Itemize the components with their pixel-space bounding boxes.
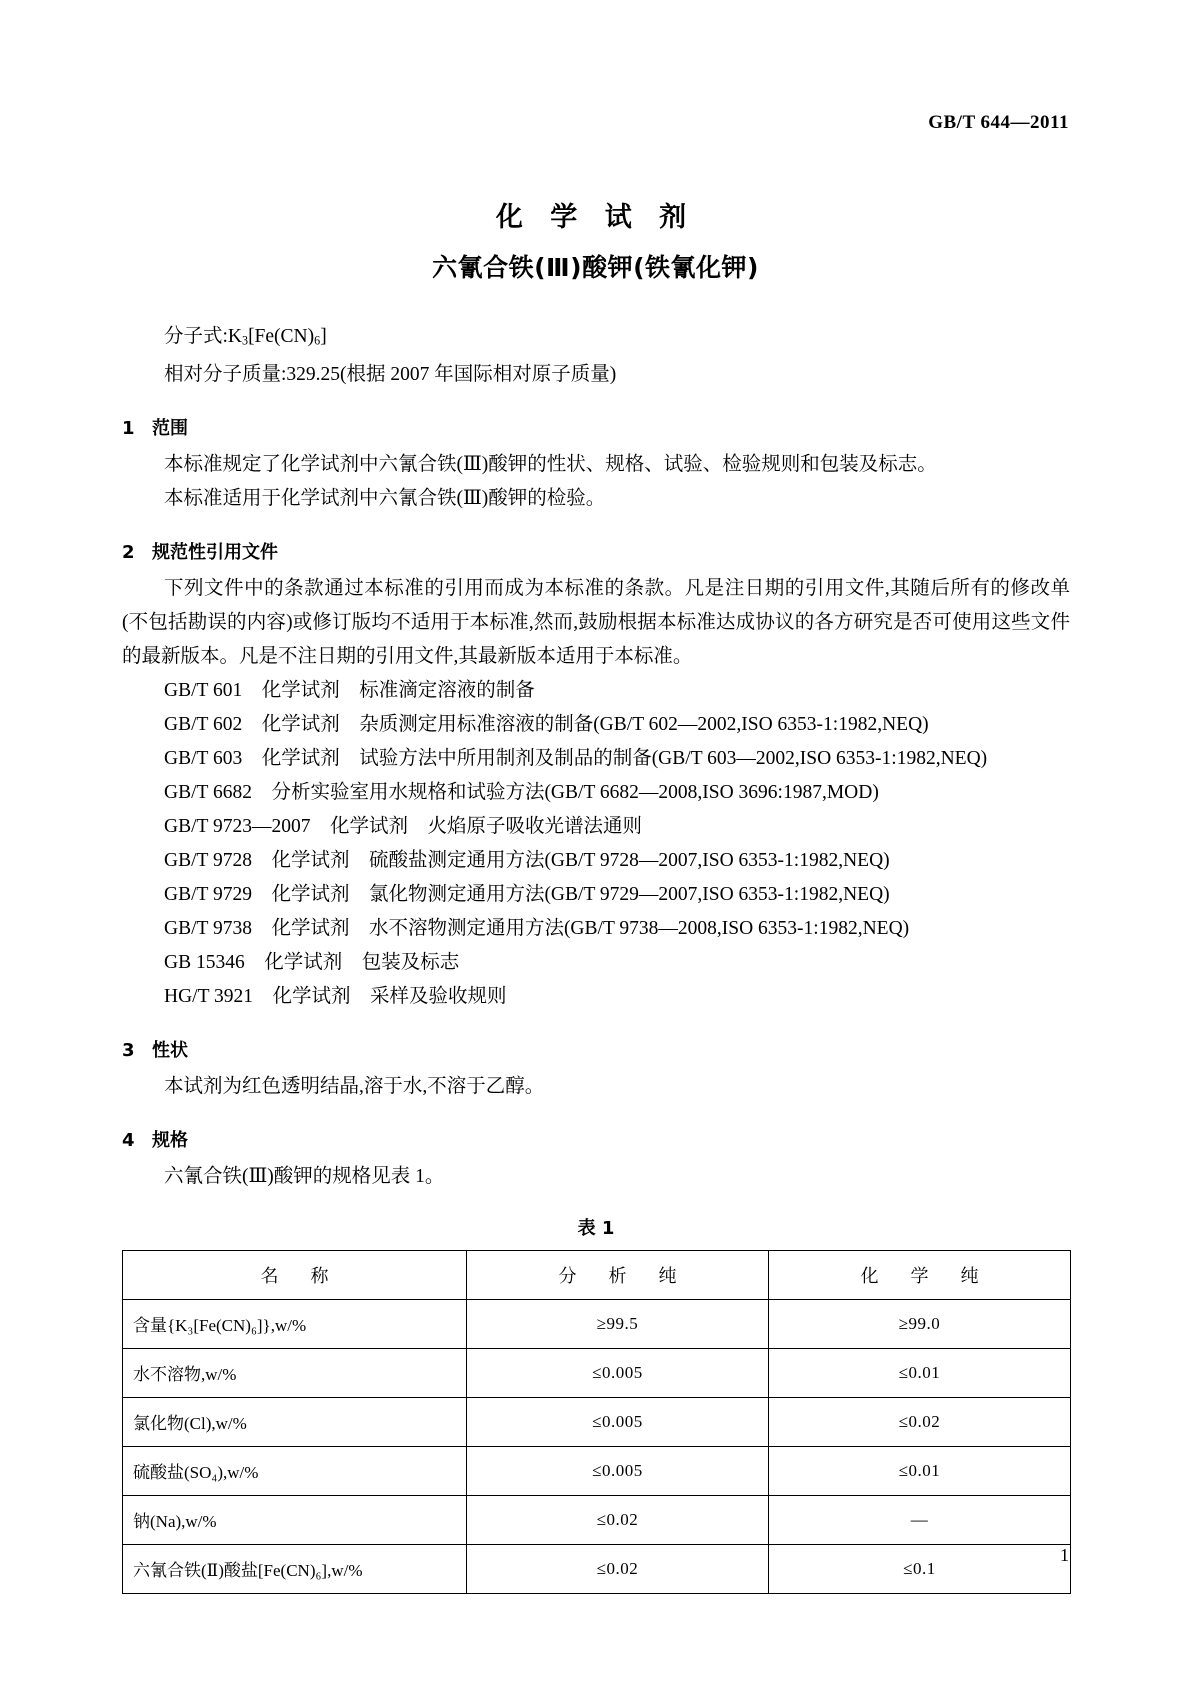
formula-bracket-close: ] <box>320 326 327 347</box>
molecular-formula-label: 分子式:K <box>164 326 243 347</box>
document-title-block <box>0 198 1191 290</box>
cell-item-name: 硫酸盐(SO₄),w/% <box>123 1446 467 1495</box>
page-number: 1 <box>1060 1545 1069 1565</box>
column-header-analytical-grade: 分 析 纯 <box>467 1250 769 1299</box>
specification-table <box>122 1250 1071 1594</box>
cell-chemical-value: ≥99.0 <box>769 1299 1071 1348</box>
cell-chemical-value: ≤0.1 <box>769 1544 1071 1593</box>
reference-item: GB/T 9728 化学试剂 硫酸盐测定通用方法(GB/T 9728—2007,ISO 6353-1:1982,NEQ) <box>164 849 890 871</box>
page-subtitle: 六氰合铁(Ⅲ)酸钾(铁氰化钾) <box>432 253 759 282</box>
table-row <box>123 1544 1071 1593</box>
table-row <box>123 1397 1071 1446</box>
cell-chemical-value: — <box>769 1495 1071 1544</box>
reference-item: GB/T 603 化学试剂 试验方法中所用制剂及制品的制备(GB/T 603—2002,ISO 6353-1:1982,NEQ) <box>164 747 988 769</box>
cell-analytical-value: ≤0.005 <box>467 1348 769 1397</box>
cell-item-name: 钠(Na),w/% <box>123 1495 467 1544</box>
section-heading-1 <box>122 414 1070 440</box>
reference-item: GB/T 9723—2007 化学试剂 火焰原子吸收光谱法通则 <box>164 815 642 837</box>
section-number-2: 2 <box>122 541 135 563</box>
section-title-4: 规格 <box>152 1129 188 1151</box>
cell-item-name: 六氰合铁(Ⅱ)酸盐[Fe(CN)₆],w/% <box>123 1544 467 1593</box>
reference-item: GB/T 602 化学试剂 杂质测定用标准溶液的制备(GB/T 602—2002,ISO 6353-1:1982,NEQ) <box>164 713 929 735</box>
cell-item-name: 氯化物(Cl),w/% <box>123 1397 467 1446</box>
section-title-1: 范围 <box>152 417 188 439</box>
formula-sub-3: 3 <box>242 333 249 348</box>
reference-item: GB/T 6682 分析实验室用水规格和试验方法(GB/T 6682—2008,ISO 3696:1987,MOD) <box>164 781 879 803</box>
formula-sub-6: 6 <box>314 333 321 348</box>
section-number-1: 1 <box>122 417 135 439</box>
table-body <box>123 1299 1071 1593</box>
cell-analytical-value: ≤0.005 <box>467 1397 769 1446</box>
reference-item: GB/T 9729 化学试剂 氯化物测定通用方法(GB/T 9729—2007,ISO 6353-1:1982,NEQ) <box>164 883 890 905</box>
section-3-paragraph-1: 本试剂为红色透明结晶,溶于水,不溶于乙醇。 <box>164 1075 545 1097</box>
cell-analytical-value: ≥99.5 <box>467 1299 769 1348</box>
table-row <box>123 1495 1071 1544</box>
table-row <box>123 1299 1071 1348</box>
reference-item: GB/T 9738 化学试剂 水不溶物测定通用方法(GB/T 9738—2008,ISO 6353-1:1982,NEQ) <box>164 917 910 939</box>
standard-number-header: GB/T 644—2011 <box>928 112 1069 133</box>
cell-analytical-value: ≤0.02 <box>467 1495 769 1544</box>
cell-analytical-value: ≤0.02 <box>467 1544 769 1593</box>
cell-item-name: 含量{K₃[Fe(CN)₆]},w/% <box>123 1299 467 1348</box>
page-title: 化 学 试 剂 <box>495 202 696 233</box>
cell-chemical-value: ≤0.02 <box>769 1397 1071 1446</box>
section-number-3: 3 <box>122 1039 135 1061</box>
reference-item: HG/T 3921 化学试剂 采样及验收规则 <box>164 985 507 1007</box>
cell-item-name: 水不溶物,w/% <box>123 1348 467 1397</box>
table-row <box>123 1446 1071 1495</box>
table-row <box>123 1348 1071 1397</box>
reference-item: GB 15346 化学试剂 包装及标志 <box>164 951 460 973</box>
column-header-chemical-grade: 化 学 纯 <box>769 1250 1071 1299</box>
section-1-paragraph-1: 本标准规定了化学试剂中六氰合铁(Ⅲ)酸钾的性状、规格、试验、检验规则和包装及标志。 <box>164 453 937 475</box>
section-heading-3 <box>122 1036 1070 1062</box>
molecular-formula-line <box>122 320 1070 358</box>
section-4-paragraph-1: 六氰合铁(Ⅲ)酸钾的规格见表 1。 <box>164 1165 445 1187</box>
cell-chemical-value: ≤0.01 <box>769 1348 1071 1397</box>
table-caption: 表 1 <box>577 1217 615 1239</box>
column-header-name: 名 称 <box>123 1250 467 1299</box>
section-title-3: 性状 <box>152 1039 188 1061</box>
section-heading-2 <box>122 538 1070 564</box>
document-body <box>122 320 1070 1594</box>
section-title-2: 规范性引用文件 <box>152 541 278 563</box>
section-2-paragraph-1: 下列文件中的条款通过本标准的引用而成为本标准的条款。凡是注日期的引用文件,其随后所有的修改单(不包括勘误的内容)或修订版均不适用于本标准,然而,鼓励根据本标准达成协议的各方研究是否可使用这些文件的最新版本。凡是不注日期的引用文件,其最新版本适用于本标准。 <box>122 577 1070 667</box>
section-heading-4 <box>122 1126 1070 1152</box>
reference-item: GB/T 601 化学试剂 标准滴定溶液的制备 <box>164 679 535 701</box>
section-1-paragraph-2: 本标准适用于化学试剂中六氰合铁(Ⅲ)酸钾的检验。 <box>164 487 606 509</box>
cell-analytical-value: ≤0.005 <box>467 1446 769 1495</box>
table-header <box>123 1250 1071 1299</box>
molecular-mass-line: 相对分子质量:329.25(根据 2007 年国际相对原子质量) <box>164 363 617 385</box>
table-header-row <box>123 1250 1071 1299</box>
formula-bracket-open: [Fe(CN) <box>248 326 315 347</box>
section-number-4: 4 <box>122 1129 135 1151</box>
cell-chemical-value: ≤0.01 <box>769 1446 1071 1495</box>
